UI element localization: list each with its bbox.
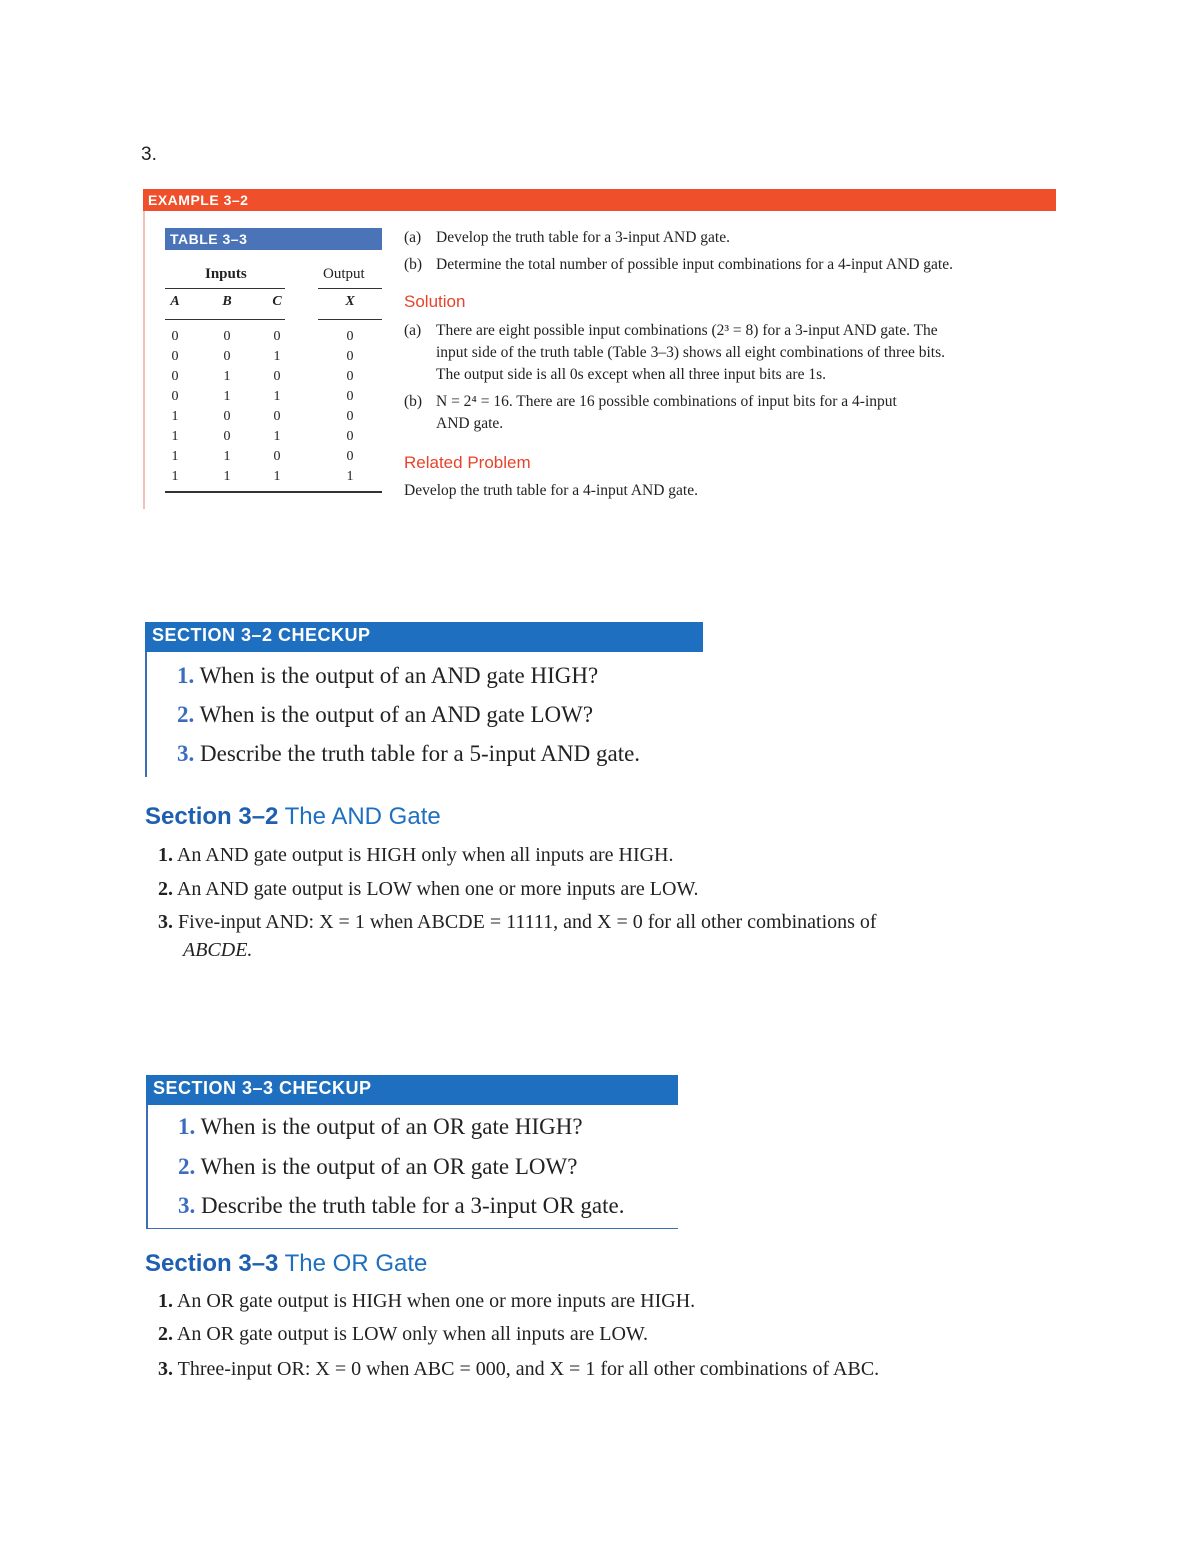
truth-table-cell: 0 bbox=[223, 429, 231, 444]
checkup-3-2-item bbox=[177, 663, 598, 689]
item-number: 1. bbox=[177, 663, 195, 688]
example-part-b bbox=[404, 254, 953, 276]
solution-b-line: N = 2⁴ = 16. There are 16 possible combinations of input bits for a 4-input bbox=[436, 393, 897, 410]
solution-a-label: (a) bbox=[404, 322, 422, 339]
solution-b-line: AND gate. bbox=[436, 415, 504, 432]
item-number: 1. bbox=[158, 844, 173, 866]
item-number: 3. bbox=[178, 1193, 196, 1218]
item-number: 3. bbox=[177, 741, 195, 766]
checkup-3-2-title: SECTION 3–2 CHECKUP bbox=[152, 625, 371, 645]
table-bottom-rule bbox=[165, 491, 382, 493]
checkup-3-3-header bbox=[146, 1075, 678, 1105]
section-3-3-heading bbox=[145, 1250, 427, 1278]
col-a-header: A bbox=[170, 294, 180, 309]
checkup-3-2-item bbox=[177, 702, 593, 728]
answer-3-2-item bbox=[158, 875, 698, 903]
item-number: 3. bbox=[158, 911, 173, 933]
truth-table-cell: 1 bbox=[223, 469, 231, 484]
truth-table-cell: 0 bbox=[346, 329, 354, 344]
solution-a-line: input side of the truth table (Table 3–3) shows all eight combinations of three bits. bbox=[436, 344, 946, 361]
part-b-text: Determine the total number of possible input combinations for a 4-input AND gate. bbox=[436, 256, 953, 273]
section-label: Section 3–3 bbox=[145, 1250, 279, 1277]
solution-heading: Solution bbox=[404, 292, 466, 311]
truth-table-cell: 1 bbox=[273, 469, 281, 484]
checkup-3-2-header bbox=[145, 622, 703, 652]
part-a-label: (a) bbox=[404, 229, 422, 246]
col-x-header: X bbox=[345, 294, 355, 309]
truth-table-cell: 0 bbox=[223, 349, 231, 364]
truth-table-cell: 1 bbox=[346, 469, 354, 484]
truth-table-cell: 1 bbox=[273, 349, 281, 364]
header-rule-left bbox=[165, 319, 285, 320]
output-header: Output bbox=[323, 266, 365, 282]
truth-table-cell: 0 bbox=[223, 409, 231, 424]
solution-b bbox=[404, 391, 1056, 435]
part-a-text: Develop the truth table for a 3-input AND gate. bbox=[436, 229, 730, 246]
truth-table-cell: 0 bbox=[171, 349, 179, 364]
related-problem-heading: Related Problem bbox=[404, 453, 531, 472]
truth-table-cell: 0 bbox=[171, 329, 179, 344]
answer-3-2-item bbox=[158, 841, 674, 869]
truth-table-cell: 1 bbox=[223, 389, 231, 404]
item-text: An OR gate output is HIGH when one or more inputs are HIGH. bbox=[176, 1290, 696, 1312]
item-number: 1. bbox=[158, 1290, 173, 1312]
item-text: Describe the truth table for a 5-input AND gate. bbox=[200, 741, 641, 766]
truth-table-cell: 0 bbox=[171, 389, 179, 404]
item-number: 2. bbox=[158, 1323, 173, 1345]
checkup-3-3-bottom-border bbox=[146, 1228, 678, 1229]
question-number: 3. bbox=[141, 144, 157, 165]
item-text: When is the output of an OR gate LOW? bbox=[200, 1154, 578, 1179]
checkup-3-3-border bbox=[146, 1105, 148, 1228]
answer-3-3-item bbox=[158, 1355, 879, 1383]
truth-table-cell: 0 bbox=[273, 409, 281, 424]
truth-table-cell: 1 bbox=[273, 389, 281, 404]
checkup-3-2-item bbox=[177, 741, 640, 767]
table-title: TABLE 3–3 bbox=[170, 231, 248, 247]
truth-table-cell: 1 bbox=[171, 429, 179, 444]
solution-a-line: There are eight possible input combinations (2³ = 8) for a 3-input AND gate. The bbox=[436, 322, 938, 339]
section-label: Section 3–2 bbox=[145, 803, 279, 830]
truth-table-cell: 0 bbox=[346, 369, 354, 384]
answer-3-3-item bbox=[158, 1287, 695, 1315]
truth-table-cell: 1 bbox=[171, 469, 179, 484]
truth-table-cell: 0 bbox=[273, 449, 281, 464]
truth-table-cell: 0 bbox=[273, 369, 281, 384]
item-number: 3. bbox=[158, 1358, 173, 1380]
inputs-header: Inputs bbox=[205, 266, 247, 282]
item-text-continued: ABCDE. bbox=[183, 939, 253, 961]
truth-table-cell: 0 bbox=[346, 449, 354, 464]
truth-table-cell: 0 bbox=[273, 329, 281, 344]
checkup-3-2-border bbox=[145, 652, 147, 777]
truth-table-cell: 0 bbox=[346, 389, 354, 404]
answer-3-2-item bbox=[158, 908, 1008, 964]
checkup-3-3-title: SECTION 3–3 CHECKUP bbox=[153, 1078, 372, 1098]
item-text: Describe the truth table for a 3-input OR gate. bbox=[201, 1193, 625, 1218]
item-number: 2. bbox=[177, 702, 195, 727]
item-text: An OR gate output is LOW only when all inputs are LOW. bbox=[176, 1323, 648, 1345]
solution-b-label: (b) bbox=[404, 393, 423, 410]
item-number: 1. bbox=[178, 1114, 196, 1139]
related-problem-text: Develop the truth table for a 4-input AND gate. bbox=[404, 482, 698, 499]
truth-table-cell: 0 bbox=[171, 369, 179, 384]
item-text: Five-input AND: X = 1 when ABCDE = 11111, and X = 0 for all other combinations of bbox=[178, 911, 877, 933]
col-b-header: B bbox=[222, 294, 232, 309]
checkup-3-3-item bbox=[178, 1154, 577, 1180]
item-text: When is the output of an AND gate HIGH? bbox=[199, 663, 599, 688]
item-text: Three-input OR: X = 0 when ABC = 000, and X = 1 for all other combinations of ABC. bbox=[177, 1358, 880, 1380]
inputs-rule bbox=[165, 288, 285, 289]
truth-table-cell: 1 bbox=[223, 369, 231, 384]
output-rule bbox=[318, 288, 382, 289]
section-3-2-heading bbox=[145, 803, 441, 831]
truth-table-cell: 0 bbox=[346, 349, 354, 364]
header-rule-right bbox=[318, 319, 382, 320]
item-text: When is the output of an OR gate HIGH? bbox=[200, 1114, 583, 1139]
part-b-label: (b) bbox=[404, 256, 423, 273]
truth-table-cell: 1 bbox=[171, 449, 179, 464]
truth-table-cell: 0 bbox=[223, 329, 231, 344]
example-part-a bbox=[404, 227, 730, 249]
section-title: The AND Gate bbox=[284, 803, 441, 830]
example-label: EXAMPLE 3–2 bbox=[148, 192, 249, 208]
truth-table-cell: 1 bbox=[171, 409, 179, 424]
truth-table-cell: 1 bbox=[223, 449, 231, 464]
col-c-header: C bbox=[272, 294, 282, 309]
item-text: An AND gate output is LOW when one or more inputs are LOW. bbox=[176, 878, 699, 900]
truth-table-cell: 0 bbox=[346, 429, 354, 444]
table-title-bar bbox=[165, 228, 382, 250]
truth-table-cell: 0 bbox=[346, 409, 354, 424]
item-text: An AND gate output is HIGH only when all inputs are HIGH. bbox=[176, 844, 674, 866]
section-title: The OR Gate bbox=[284, 1250, 428, 1277]
item-text: When is the output of an AND gate LOW? bbox=[199, 702, 594, 727]
checkup-3-3-item bbox=[178, 1114, 583, 1140]
truth-table-cell: 1 bbox=[273, 429, 281, 444]
solution-a-line: The output side is all 0s except when all three input bits are 1s. bbox=[436, 366, 826, 383]
item-number: 2. bbox=[178, 1154, 196, 1179]
checkup-3-3-item bbox=[178, 1193, 624, 1219]
example-header bbox=[143, 189, 1056, 211]
item-number: 2. bbox=[158, 878, 173, 900]
example-divider bbox=[143, 211, 145, 509]
solution-a bbox=[404, 320, 1056, 386]
answer-3-3-item bbox=[158, 1320, 648, 1348]
